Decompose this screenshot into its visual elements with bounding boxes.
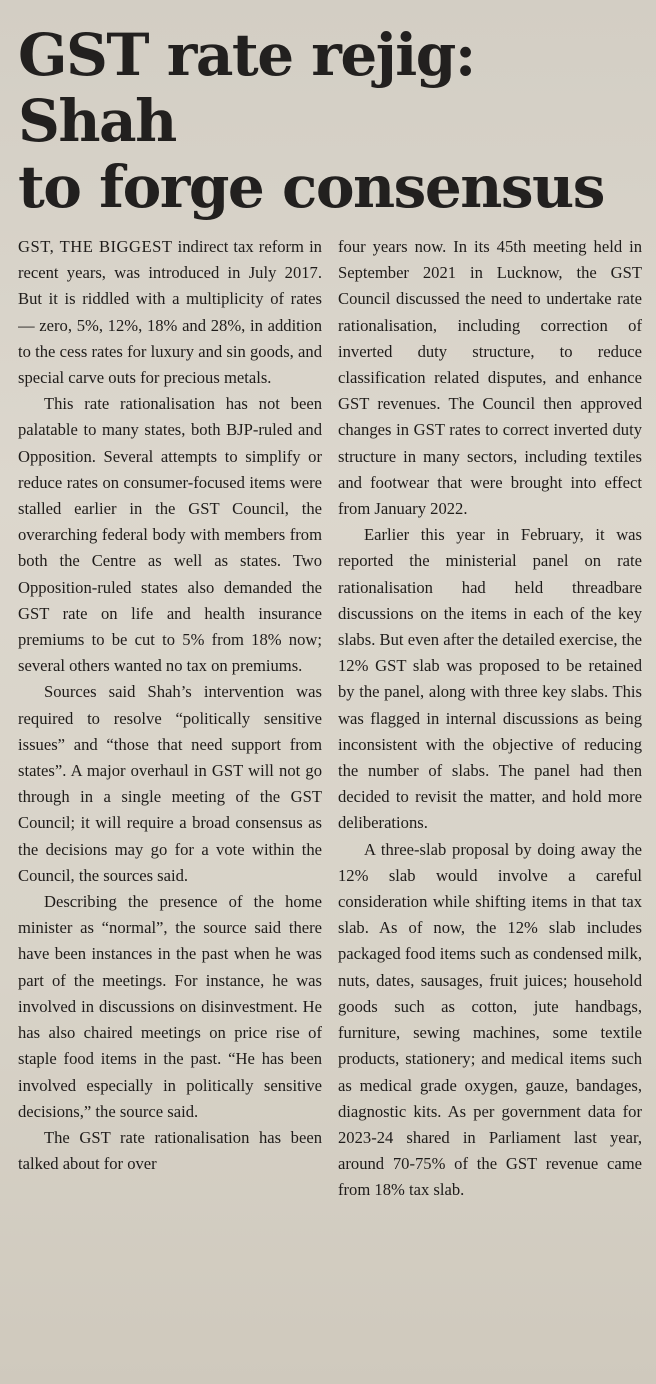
paragraph [18,234,322,391]
article-column-left [18,234,322,1384]
headline-line-1: GST rate rejig: Shah [18,21,475,155]
paragraph: Earlier this year in February, it was reported the ministerial panel on rate rationalisation had held threadbare discussions on the items in each of the key slabs. But even after the detailed exercise, the 12% GST slab was proposed to be retained by the panel, along with three key slabs. This was flagged in internal discussions as being inconsistent with the objective of reducing the number of slabs. The panel had then decided to revisit the matter, and hold more deliberations. [338,525,642,833]
paragraph: This rate rationalisation has not been palatable to many states, both BJP-ruled and Opposition. Several attempts to simplify or reduce rates on consumer-focused items were stalled earlier in the GST Council, the overarching federal body with members from both the Centre as well as states. Two Opposition-ruled states also demanded the GST rate on life and health insurance premiums to be cut to 5% from 18% now; several others wanted no tax on premiums. [18,394,322,676]
paragraph: four years now. In its 45th meeting held in September 2021 in Lucknow, the GST Council discussed the need to undertake rate rationalisation, including correction of inverted duty structure, to reduce classification related disputes, and enhance GST revenues. The Council then approved changes in GST rates to correct inverted duty structure in many sectors, including textiles and footwear that were brought into effect from January 2022. [338,237,642,519]
article-body [18,234,642,1384]
paragraph: A three-slab proposal by doing away the 12% slab would involve a careful consideration while shifting items in that tax slab. As of now, the 12% slab includes packaged food items such as condensed milk, nuts, dates, sausages, fruit juices; household goods such as cotton, jute handbags, furniture, sewing machines, some textile products, stationery; and medical items such as medical grade oxygen, gauze, bandages, diagnostic kits. As per government data for 2023-24 shared in Parliament last year, around 70-75% of the GST revenue came from 18% tax slab. [338,839,642,1200]
article-column-right [338,234,642,1384]
paragraph: Sources said Shah’s intervention was required to resolve “politically sensitive issues” and “those that need support from states”. A major overhaul in GST will not go through in a single meeting of the GST Council; it will require a broad consensus as the decisions may go for a vote within the Council, the sources said. [18,682,322,885]
headline-line-2: to forge consensus [18,153,604,221]
headline [18,22,642,220]
paragraph: Describing the presence of the home minister as “normal”, the source said there have been instances in the past when he was part of the meetings. For instance, he was involved in discussions on disinvestment. He has also chaired meetings on price rise of staple food items in the past. “He has been involved especially in politically sensitive decisions,” the source said. [18,892,322,1121]
paragraph-text: indirect tax reform in recent years, was introduced in July 2017. But it is riddled with a multiplicity of rates — zero, 5%, 12%, 18% and 28%, in addition to the cess rates for luxury and sin goods, and special carve outs for precious metals. [18,237,322,388]
paragraph: The GST rate rationalisation has been talked about for over [18,1127,322,1174]
paragraph-lead: GST, THE BIGGEST [18,237,173,256]
